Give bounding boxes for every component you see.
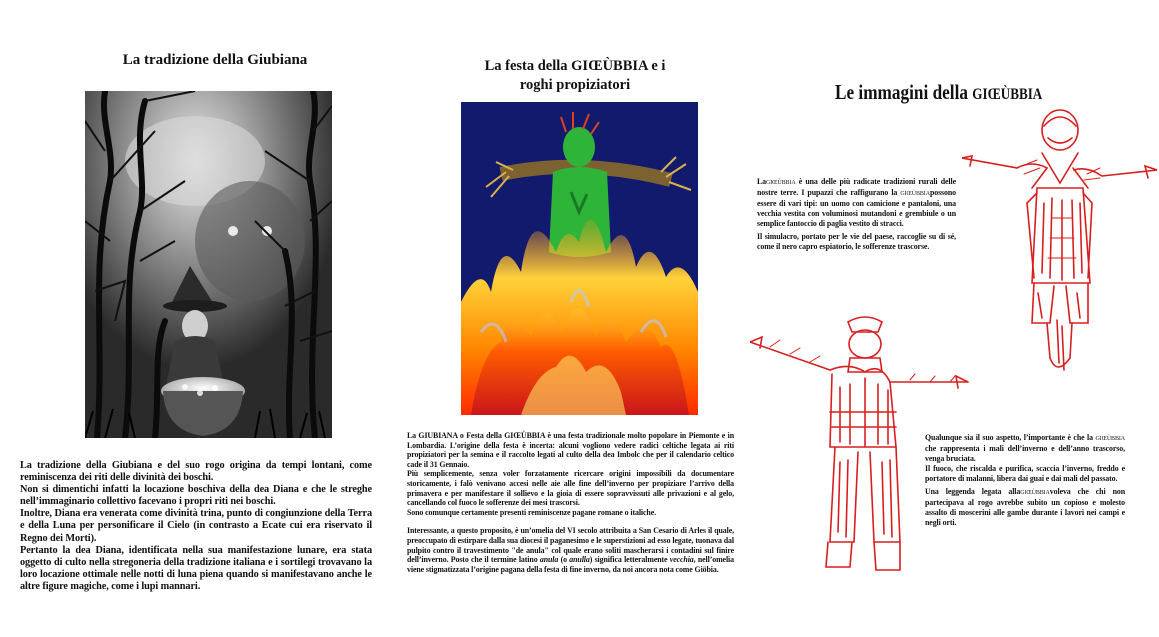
panel2-paragraph: Più semplicemente, senza voler forzatamente ricercare origini impossibili da documentare storicamente, i falò venivano accesi nelle aie alle fine dell’inverno per propiziare l’arrivo della primavera e per manifestare il sollievo e la gioia di essere sopravvissuti alle privazioni e al gelo, cancellando col fuoco le sofferenze dei mesi trascorsi. [407,469,734,508]
panel3-paragraph: Il simulacro, portato per le vie del paese, raccoglie su di sé, come il nero capro espiatorio, le sofferenze trascorse. [757,232,956,251]
panel2-text [407,431,734,574]
panel3-paragraph [925,433,1125,464]
panel3-title [835,80,1048,105]
panel1-title: La tradizione della Giubiana [122,52,308,68]
text-span: Qualunque sia il suo aspetto, l’importante è che la [925,433,1096,442]
text-span: , nell’omelia viene stigmatizzata l’origine pagana della festa di fine inverno, da noi ancora nota come Giöbia. [407,555,734,574]
panel2-title-line1: La festa della GIŒÙBBIA e i [484,58,666,74]
panel3-paragraph: Il fuoco, che riscalda e purifica, scaccia l’inverno, freddo e portatore di malanni, libera dai guai e dai mali del passato. [925,464,1125,483]
text-span: voleva che chi non partecipava al rogo avrebbe subito un copioso e molesto assalto di moscerini alle gambe durante i lavori nei campi e negli orti. [925,487,1126,527]
text-span: Una leggenda legata alla [925,487,1021,496]
panel3-paragraph [925,487,1125,528]
panel3-title-main: Le immagini della [835,80,973,104]
giobbia-word: GIŒÙBBIA [1095,436,1125,442]
latin-term: anula [539,555,559,565]
text-span: possono essere di vari tipi: un uomo con camicione e pantaloni, una vecchia vestita con voluminosi mutandoni e grembiule o un semplice fantoccio di paglia vestito di stracci. [757,188,956,228]
text-span: La [757,177,767,186]
panel1-text [20,460,372,593]
old-woman-sketch [962,108,1157,378]
panel1-paragraph: La tradizione della Giubiana e del suo rogo origina da tempi lontani, come reminiscenza dei riti delle divinità dei boschi. [20,460,372,484]
panel2-title [465,57,685,95]
text-span: (o [558,555,570,565]
text-span: è una delle più radicate tradizioni rurali delle nostre terre. I pupazzi che raffigurano la [757,177,956,197]
panel1-paragraph: Pertanto la dea Diana, identificata nella sua manifestazione lunare, era stata oggetto di culto nella stregoneria della tradizione italiana e i sortilegi trovavano la loro locazione ottimale nelle notti di luna piena quando si manifestavano anche le altre figure magiche, come i lupi mannari. [20,544,372,592]
text-span: ) significa letteralmente [589,555,670,565]
text-span: Interessante, a questo proposito, è un’omelia del VI secolo attribuita a San Cesario di Arles il quale, preoccupato di estirpare dalla sua diocesi il paganesimo e le superstizioni ad esso legate, tuonava dal pulpito contro il travestimento "de anula" col quale erano soliti mascherarsi i contadini sul finire dell’inverno. Posto che il termine latino [407,526,734,565]
witch-forest-illustration [85,91,332,438]
giobbia-word: GIŒÙBBIA [1020,490,1050,496]
panel3-paragraph [757,177,956,229]
latin-term: anulla [569,555,590,565]
giobbia-word: GIŒÙBBIA [900,191,930,197]
panel2-paragraph: Sono comunque certamente presenti reminiscenze pagane romane o italiche. [407,507,656,517]
panel1-paragraph: Non si dimentichi infatti la locazione boschiva della dea Diana e che le streghe nell’immaginario collettivo facevano i propri riti nei boschi. [20,484,372,508]
panel2-paragraph-4 [407,526,734,574]
panel3-top-text [757,177,956,252]
giobbia-word: GIŒÙBBIA [766,180,796,186]
panel1-paragraph: Inoltre, Diana era venerata come divinità trina, punto di congiunzione della Terra e della Luna per personificare il Cielo (in contrasto a Ecate cui era riservato il Regno dei Morti). [20,508,372,544]
text-span: che rappresenta i mali dell’inverno e dell’anno trascorso, venga bruciata. [925,444,1125,463]
panel3-title-word: GIŒÙBBIA [972,86,1043,103]
panel2-title-line2: roghi propiziatori [519,77,631,93]
panel3-bottom-text [925,433,1125,528]
panel2-paragraph: La GIUBIANA o Festa della GIŒÙBBIA è una festa tradizionale molto popolare in Piemonte e in Lombardia. L’origine della festa è incerta: alcuni vogliono vedere radici celtiche legata ai riti propiziatori per la semina e il raccolto legati al culto della dea Imbolc che per il calendario celtico cade il 31 Gennaio. [407,431,734,469]
bonfire-scarecrow-illustration [461,102,698,415]
latin-term: vecchia [669,555,694,565]
